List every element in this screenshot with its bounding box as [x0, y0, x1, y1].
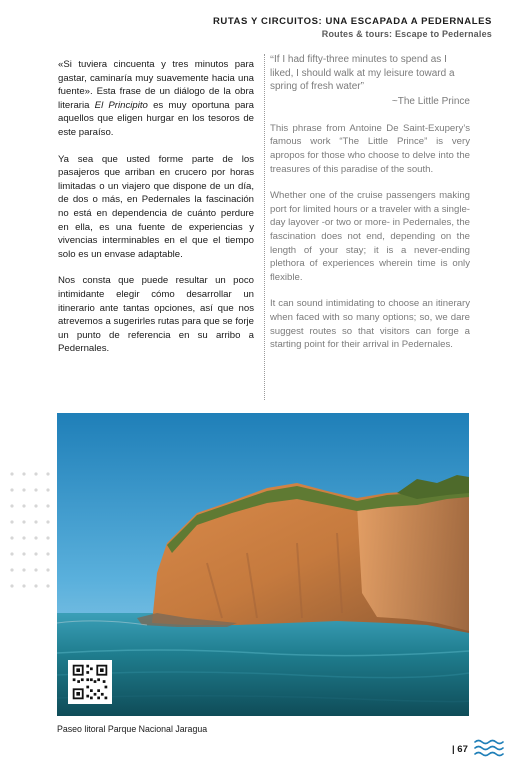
- header-title-english: Routes & tours: Escape to Pedernales: [321, 29, 492, 39]
- running-header: [213, 16, 492, 39]
- spanish-paragraph-2: Ya sea que usted forme parte de los pasajeros que arriban en crucero por horas limitadas o un viajero que dispone de un día, de dos o más, en Pedernales la fascinación no está en dependencia de cuánto perdure en ella, es una fuente de experiencias y vivencias interminables en el que el tiempo solo es un envase adaptable.: [58, 153, 254, 260]
- quote-text: If I had fifty-three minutes to spend as I liked, I should walk at my leisure toward a spring of fresh water”: [270, 54, 455, 93]
- column-divider: [264, 54, 265, 400]
- header-title-spanish: RUTAS Y CIRCUITOS: UNA ESCAPADA A PEDERNALES: [212, 16, 492, 27]
- english-paragraph-1: This phrase from Antoine De Saint-Exupery’s famous work “The Little Prince” is very apropos for those who choose to delve into the treasures of this paradise of the south.: [270, 122, 470, 175]
- photo-caption: Paseo litoral Parque Nacional Jaragua: [57, 724, 208, 734]
- spanish-paragraph-1: [58, 58, 254, 140]
- coastal-cliff-photo: [57, 413, 469, 716]
- spanish-paragraph-1-text-b: es muy oportuna para aquellos que eligen hurgar en los tesoros de este paraíso.: [58, 99, 255, 138]
- decorative-dot-grid: [8, 470, 54, 600]
- english-paragraph-2: Whether one of the cruise passengers making port for limited hours or a traveler with a single-day layover -or two or more- in Pedernales, the fascination does not end, depending on the length of your stay; it is a never-ending plethora of experiences wherein time is only flexible.: [270, 190, 470, 283]
- spanish-paragraph-3: Nos consta que puede resultar un poco intimidante elegir cómo desarrollar un itinerario ante tantas opciones, así que nos atrevemos a sugerirles rutas para que se forje un punto de referencia en su arribo a Pedernales.: [58, 275, 254, 355]
- pull-quote: [270, 52, 470, 108]
- coastal-cliff-illustration: [57, 413, 469, 716]
- spanish-paragraph-1-text-a: «Si tuviera cincuenta y tres minutos para gastar, caminaría muy suavemente hacia una fuente». Esta frase de un diálogo de la obra literaria: [58, 59, 254, 111]
- quote-author: ~The Little Prince: [391, 95, 470, 107]
- english-paragraph-3: It can sound intimidating to choose an itinerary when faced with so many options; so, we dare suggest routes so that visitors can forge a starting point for their arrival in Pedernales.: [270, 298, 470, 351]
- waves-icon: [474, 738, 504, 760]
- book-title-italic: El Principito: [94, 99, 148, 111]
- qr-code[interactable]: [68, 660, 112, 704]
- spanish-column: [58, 58, 254, 369]
- english-column: [270, 52, 470, 365]
- quote-mark: “: [270, 53, 274, 67]
- page-number: | 67: [452, 744, 468, 755]
